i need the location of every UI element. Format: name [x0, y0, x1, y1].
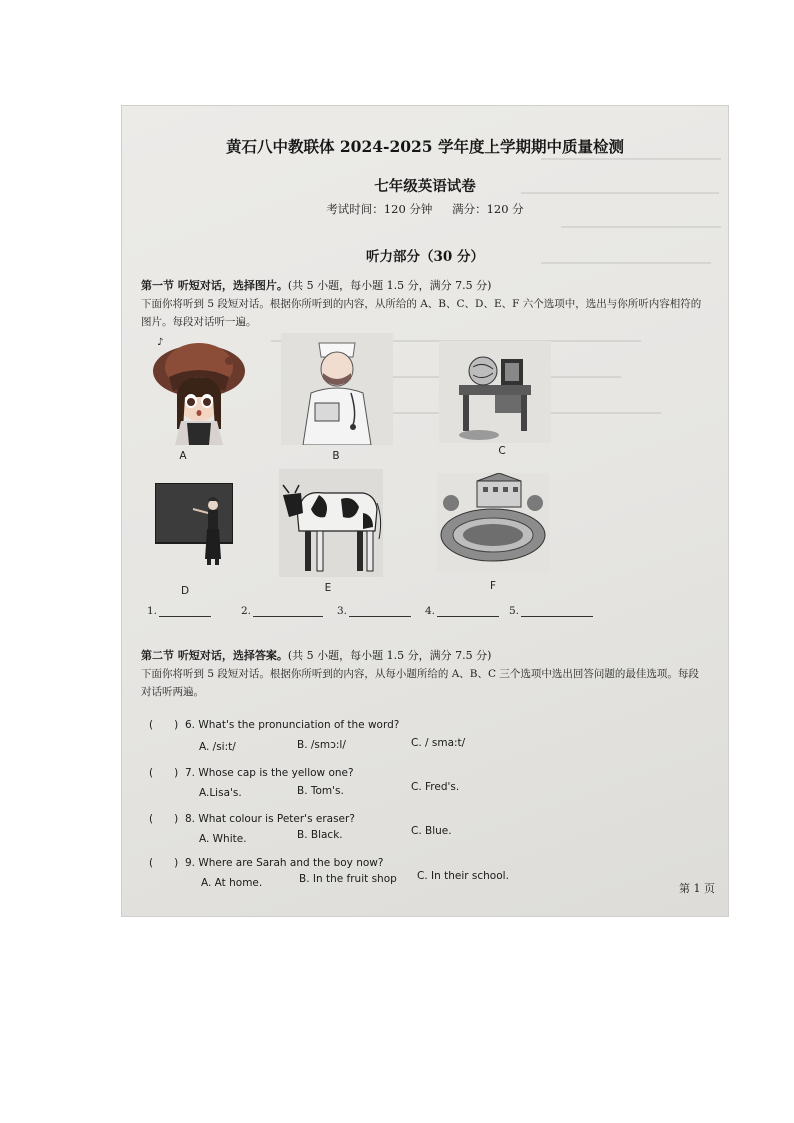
- q7-option-a[interactable]: A.Lisa's.: [199, 787, 242, 799]
- answer-bracket[interactable]: ( ): [149, 813, 179, 825]
- answer-bracket[interactable]: ( ): [149, 719, 179, 731]
- picture-a-label: A: [179, 450, 187, 462]
- girl-with-hat-icon: [151, 333, 247, 445]
- picture-f-label: F: [489, 580, 497, 592]
- section1-title: 第一节 听短对话，选择图片。: [141, 279, 288, 292]
- section2-instructions: 下面你将听到 5 段短对话。根据你所听到的内容，从每小题所给的 A、B、C 三个选项中选出回答问题的最佳选项。每段对话听两遍。: [141, 668, 699, 698]
- picture-d: [155, 483, 233, 565]
- question-text: Whose cap is the yellow one?: [198, 767, 354, 779]
- q6-option-b[interactable]: B. /smɔ:l/: [297, 739, 346, 751]
- answer-blank-3[interactable]: [337, 605, 411, 617]
- section2-title: 第二节 听短对话，选择答案。: [141, 649, 288, 662]
- question-6: [149, 717, 399, 732]
- question-8: [149, 811, 355, 826]
- picture-c-label: C: [498, 445, 506, 457]
- question-number: 6.: [185, 719, 196, 731]
- q7-option-c[interactable]: C. Fred's.: [411, 781, 460, 793]
- answer-blank-2[interactable]: [241, 605, 323, 617]
- blank-number: 4.: [425, 605, 436, 617]
- q8-option-b[interactable]: B. Black.: [297, 829, 343, 841]
- q8-option-a[interactable]: A. White.: [199, 833, 247, 845]
- listening-heading: 听力部分（30 分）: [366, 249, 484, 265]
- q7-option-b[interactable]: B. Tom's.: [297, 785, 344, 797]
- picture-c: [439, 341, 551, 443]
- picture-e-label: E: [324, 582, 332, 594]
- teacher-at-blackboard-icon: [155, 483, 233, 565]
- blank-number: 2.: [241, 605, 252, 617]
- section1-instructions: 下面你将听到 5 段短对话。根据你所听到的内容，从所给的 A、B、C、D、E、F 六个选项中，选出与你所听内容相符的图片。每段对话听一遍。: [141, 298, 702, 328]
- answer-blank-4[interactable]: [425, 605, 499, 617]
- picture-e: [279, 469, 383, 577]
- q9-option-b[interactable]: B. In the fruit shop: [299, 873, 397, 885]
- exam-score: 满分：120 分: [452, 202, 524, 216]
- answer-bracket[interactable]: ( ): [149, 857, 179, 869]
- exam-subtitle: 七年级英语试卷: [374, 178, 476, 195]
- question-9: [149, 855, 383, 870]
- exam-info: [121, 201, 729, 217]
- q8-option-c[interactable]: C. Blue.: [411, 825, 452, 837]
- answer-blank-1[interactable]: [147, 605, 211, 617]
- cow-icon: [279, 469, 383, 577]
- q9-option-c[interactable]: C. In their school.: [417, 870, 509, 882]
- section1-header: [141, 277, 491, 293]
- picture-a: [151, 333, 247, 445]
- picture-b: [281, 333, 393, 445]
- q6-option-a[interactable]: A. /si:t/: [199, 741, 236, 753]
- desk-with-globe-icon: [439, 341, 551, 443]
- answer-blank-5[interactable]: [509, 605, 593, 617]
- q6-option-c[interactable]: C. / sma:t/: [411, 737, 466, 749]
- question-number: 8.: [185, 813, 196, 825]
- blank-line: [253, 605, 323, 617]
- question-text: Where are Sarah and the boy now?: [198, 857, 384, 869]
- section2-meta: (共 5 小题，每小题 1.5 分，满分 7.5 分): [287, 649, 492, 662]
- blank-line: [521, 605, 593, 617]
- exam-paper-photo: [121, 105, 729, 917]
- nurse-icon: [281, 333, 393, 445]
- answer-bracket[interactable]: ( ): [149, 767, 179, 779]
- question-number: 9.: [185, 857, 196, 869]
- picture-f: [437, 473, 549, 573]
- exam-time: 考试时间：120 分钟: [326, 202, 433, 216]
- picture-b-label: B: [332, 450, 340, 462]
- page-number: 第 1 页: [679, 882, 715, 895]
- blank-number: 1.: [147, 605, 158, 617]
- school-with-track-icon: [437, 473, 549, 573]
- section1-meta: (共 5 小题，每小题 1.5 分，满分 7.5 分): [287, 279, 492, 292]
- blank-line: [437, 605, 499, 617]
- exam-title: 黄石八中教联体 2024-2025 学年度上学期期中质量检测: [225, 137, 624, 156]
- section2-header: [141, 647, 491, 663]
- question-text: What colour is Peter's eraser?: [198, 813, 355, 825]
- svg-text:♪: ♪: [157, 337, 164, 348]
- q9-option-a[interactable]: A. At home.: [201, 877, 263, 889]
- blank-line: [159, 605, 211, 617]
- picture-d-label: D: [180, 585, 190, 597]
- blank-number: 3.: [337, 605, 348, 617]
- blank-line: [349, 605, 411, 617]
- question-7: [149, 765, 354, 780]
- blank-number: 5.: [509, 605, 520, 617]
- question-number: 7.: [185, 767, 196, 779]
- question-text: What's the pronunciation of the word?: [198, 719, 400, 731]
